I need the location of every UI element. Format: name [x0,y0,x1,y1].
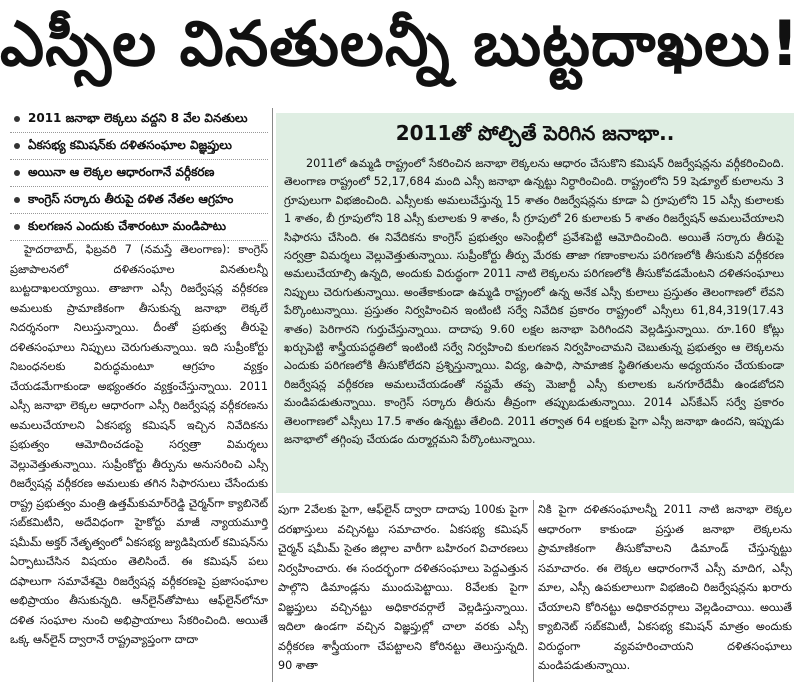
bullet-icon [14,197,20,203]
right-column [538,500,792,682]
middle-column-text: పుగా 2వేలకు పైగా, ఆఫ్‌లైన్ ద్వారా దాదాపు 100కు పైగా దరఖాస్తులు వచ్చినట్టు సమాచారం. ఏకసభ్య కమిషన్ చైర్మన్ షమీమ్ సైతం జిల్లాల వారీగా బహిరంగ విచారణలు నిర్వహించారు. ఈ సందర్భంగా దళితసంఘాలు పెద్దఎత్తున పాల్గొని డిమాండ్లను ముందుపెట్టాయి. 8వేలకు పైగా విజ్ఞప్తులు వచ్చినట్టు అధికారవర్గాలే వెల్లడిస్తున్నాయి. ఇదిలా ఉండగా వచ్చిన విజ్ఞప్తుల్లో చాలా వరకు ఎస్సీ వర్గీకరణ శాస్త్రీయంగా చేపట్టాలని కోరినట్టు తెలుస్తున్నది. 90 శాతా [278,503,528,672]
sidebar-box-text: 2011లో ఉమ్మడి రాష్ట్రంలో సేకరించిన జనాభా లెక్కలను ఆధారం చేసుకొని కమిషన్ రిజర్వేషన్లను వర్గీకరించింది. తెలంగాణ రాష్ట్రంలో 52,17,684 మంది ఎస్సీ జనాభా ఉన్నట్టు నిర్ధారించింది. రాష్ట్రంలోని 59 షెడ్యూల్ కులాలను 3 గ్రూపులుగా విభజించింది. ఎస్సీలకు అమలుచేస్తున్న 15 శాతం రిజర్వేషన్లను కూడా ఏ గ్రూపులోని 15 ఎస్సీ కులాలకు 1 శాతం, బీ గ్రూపులోని 18 ఎస్సీ కులాలకు 9 శాతం, సీ గ్రూపులో 26 కులాలకు 5 శాతం రిజర్వేషన్ అమలుచేయాలని సిఫారసు చేసింది. ఈ నివేదికను కాంగ్రెస్ ప్రభుత్వం అసెంబ్లీలో ప్రవేశపెట్టి ఆమోదించింది. అయితే సర్కారు తీరుపై సర్వత్రా విమర్శలు వెల్లువెత్తుతున్నాయి. సుప్రీంకోర్టు తీర్పు మేరకు తాజా గణాంకాలను పరిగణలోకి తీసుకుని వర్గీకరణ అమలుచేయాల్సి ఉన్నది, అందుకు విరుద్ధంగా 2011 నాటి లెక్కలను పరిగణలోకి తీసుకోవడమేంటని దళితసంఘాలు నిప్పులు చెరుగుతున్నాయి. అంతేకాకుండా ఉమ్మడి రాష్ట్రంలో ఉన్న అనేక ఎస్సీ కులాలు ప్రస్తుతం తెలంగాణలో లేవని పేర్కొంటున్నాయి. ప్రస్తుతం నిర్వహించిన ఇంటింటి సర్వే నివేదిక ప్రకారం రాష్ట్రంలో ఎస్సీలు 61,84,319(17.43 శాతం) పెరిగారని గుర్తుచేస్తున్నాయి. దాదాపు 9.60 లక్షల జనాభా పెరిగిందని వెల్లడిస్తున్నాయి. రూ.160 కోట్లు ఖర్చుపెట్టి శాస్త్రీయపద్ధతిలో ఇంటింటి సర్వే నిర్వహించి కులగణన నిర్వహించామని చెబుతున్న ప్రభుత్వం ఆ లెక్కలను ఎందుకు పరిగణలోకి తీసుకోలేదని ప్రశ్నిస్తున్నాయి. విద్య, ఉపాధి, సామాజిక స్థితిగతులను అధ్యయనం చేయకుండా రిజర్వేషన్ల వర్గీకరణ అమలుచేయడంతో నష్టమే తప్ప మెజార్టీ ఎస్సీ కులాలకు ఒనగూరేదేమీ ఉండబోదని మండిపడుతున్నాయి. కాంగ్రెస్ సర్కారు తీరును తీవ్రంగా తప్పుబడుతున్నాయి. 2014 ఎస్‌కేఎస్ సర్వే ప్రకారం తెలంగాణలో ఎస్సీలు 17.5 శాతం ఉన్నట్టు తేలింది. 2011 తర్వాత 64 లక్షలకు పైగా ఎస్సీ జనాభా ఉందని, ఇప్పుడు జనాభాలో తగ్గింపు చేయడం దుర్మార్గమని పేర్కొంటున్నాయి. [284,157,784,447]
highlights-list [10,106,268,241]
bullet-icon [14,224,20,230]
highlight-item [10,160,268,187]
sidebar-box [276,113,794,493]
highlight-item [10,187,268,214]
bullet-icon [14,143,20,149]
column-divider [272,108,273,682]
highlight-text: కులగణన ఎందుకు చేశారంటూ మండిపాటు [28,218,227,233]
sidebar-box-title: 2011తో పోల్చితే పెరిగిన జనాభా.. [395,121,675,145]
headline: ఎస్సీల వినతులన్నీ బుట్టదాఖలు! [0,7,800,80]
highlight-text: అయినా ఆ లెక్కల ఆధారంగానే వర్గీకరణ [28,164,215,179]
highlight-text: ఏకసభ్య కమిషన్‌కు దళితసంఘాల విజ్ఞప్తులు [28,137,232,152]
sidebar-box-body [284,155,784,489]
highlight-item [10,214,268,241]
highlight-text: 2011 జనాభా లెక్కలు వద్దని 8 వేల వినతులు [28,110,248,125]
middle-column [278,500,528,682]
highlight-item [10,133,268,160]
bullet-icon [14,116,20,122]
bullet-icon [14,170,20,176]
column-divider [533,500,534,682]
left-column-text: హైదరాబాద్, ఫిబ్రవరి 7 (నమస్తే తెలంగాణ): కాంగ్రెస్ ప్రజాపాలనలో దళితసంఘాల వినతులన్నీ బుట్టదాఖలయ్యాయి. తాజాగా ఎస్సీ రిజర్వేషన్ల వర్గీకరణ అమలుకు ప్రామాణికంగా తీసుకున్న జనాభా లెక్కలే నిదర్శనంగా నిలుస్తున్నాయి. దీంతో ప్రభుత్వ తీరుపై దళితసంఘాలు నిప్పులు చెరుగుతున్నాయి. ఇది సుప్రీంకోర్టు నిబంధనలకు విరుద్ధమంటూ ఆగ్రహం వ్యక్తం చేయడమేగాకుండా అభ్యంతరం వ్యక్తంచేస్తున్నాయి. 2011 ఎస్సీ జనాభా లెక్కల ఆధారంగా ఎస్సీ రిజర్వేషన్ల వర్గీకరణను అమలుచేయాలని ఏకసభ్య కమిషన్ ఇచ్చిన నివేదికను ప్రభుత్వం ఆమోదించడంపై సర్వత్రా విమర్శలు వెల్లువెత్తుతున్నాయి. సుప్రీంకోర్టు తీర్పును అనుసరించి ఎస్సీ రిజర్వేషన్ల వర్గీకరణ అమలుకు తగిన సిఫారసులు చేసేందుకు రాష్ట్ర ప్రభుత్వం మంత్రి ఉత్తమ్‌కుమార్‌రెడ్డి చైర్మన్‌గా క్యాబినెట్ సబ్‌కమిటీని, అదేవిధంగా హైకోర్టు మాజీ న్యాయమూర్తి షమీమ్ అక్తర్ నేతృత్వంలో ఏకసభ్య జ్యుడిషియల్ కమిషన్‌ను ఏర్పాటుచేసిన విషయం తెలిసిందే. ఈ కమిషన్ పలు దఫాలుగా సమావేశమై రిజర్వేషన్ల వర్గీకరణపై ప్రజాసంఘాల అభిప్రాయం తీసుకున్నది. ఆన్‌లైన్‌తోపాటు ఆఫ్‌లైన్‌లోనూ దళిత సంఘాల నుంచి అభిప్రాయాలు సేకరించింది. అయితే ఒక్క ఆన్‌లైన్ ద్వారానే రాష్ట్రవ్యాప్తంగా దాదా [10,243,268,646]
right-column-text: నికి పైగా దళితసంఘాలన్నీ 2011 నాటి జనాభా లెక్కల ఆధారంగా కాకుండా ప్రస్తుత జనాభా లెక్కలను ప్రామాణికంగా తీసుకోవాలని డిమాండ్ చేస్తున్నట్టు సమాచారం. ఈ లెక్కల ఆధారంగానే ఎస్సీ మాదిగ, ఎస్సీ మాల, ఎస్సీ ఉపకులాలుగా విభజించి రిజర్వేషన్లను ఖరారు చేయాలని కోరినట్టు అధికారవర్గాలు వెల్లడించాయి. అయితే క్యాబినెట్ సబ్‌కమిటీ, ఏకసభ్య కమిషన్ మాత్రం అందుకు విరుద్ధంగా వ్యవహరించాయని దళితసంఘాలు మండిపడుతున్నాయి. [538,503,792,672]
left-column [10,240,268,682]
highlight-item [10,106,268,133]
highlight-text: కాంగ్రెస్ సర్కారు తీరుపై దళిత నేతల ఆగ్రహం [28,191,234,206]
